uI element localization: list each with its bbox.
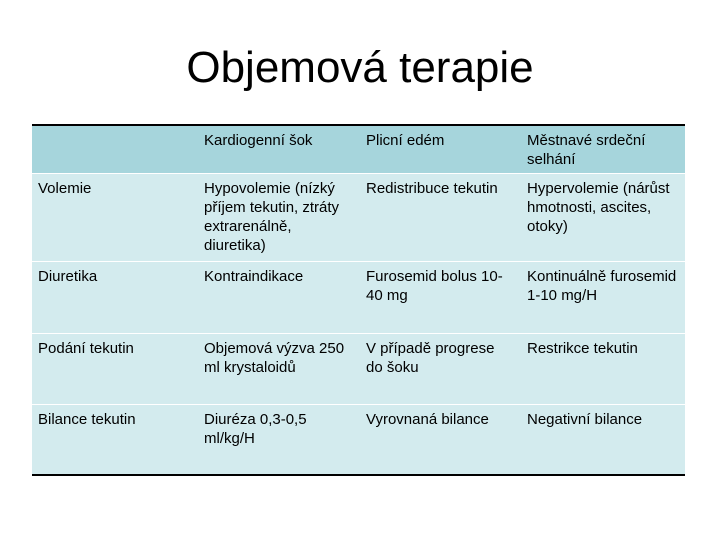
- row-label-cell: Diuretika: [32, 262, 198, 334]
- row-label-cell: Bilance tekutin: [32, 405, 198, 476]
- header-cell-pulmonary-edema: Plicní edém: [360, 125, 521, 174]
- header-cell-congestive-heart-failure: Městnavé srdeční selhání: [521, 125, 685, 174]
- table-row-fluid-administration: [32, 334, 685, 405]
- table-row-volemia: [32, 174, 685, 262]
- table-row-fluid-balance: [32, 405, 685, 476]
- table-cell: Redistribuce tekutin: [360, 174, 521, 262]
- row-label-cell: Podání tekutin: [32, 334, 198, 405]
- table-cell: Kontinuálně furosemid 1-10 mg/H: [521, 262, 685, 334]
- slide-title: Objemová terapie: [186, 43, 534, 92]
- row-label-cell: Volemie: [32, 174, 198, 262]
- table-cell: Vyrovnaná bilance: [360, 405, 521, 476]
- table-cell: V případě progrese do šoku: [360, 334, 521, 405]
- table-cell: Diuréza 0,3-0,5 ml/kg/H: [198, 405, 360, 476]
- table-cell: Hypervolemie (nárůst hmotnosti, ascites, otoky): [521, 174, 685, 262]
- therapy-table: [32, 124, 685, 476]
- therapy-table-container: [32, 124, 685, 476]
- table-cell: Negativní bilance: [521, 405, 685, 476]
- table-cell: Objemová výzva 250 ml krystaloidů: [198, 334, 360, 405]
- header-cell-empty: [32, 125, 198, 174]
- table-cell: Restrikce tekutin: [521, 334, 685, 405]
- table-cell: Hypovolemie (nízký příjem tekutin, ztráty extrarenálně, diuretika): [198, 174, 360, 262]
- table-header-row: [32, 125, 685, 174]
- table-row-diuretics: [32, 262, 685, 334]
- header-cell-cardiogenic-shock: Kardiogenní šok: [198, 125, 360, 174]
- table-cell: Furosemid bolus 10-40 mg: [360, 262, 521, 334]
- table-cell: Kontraindikace: [198, 262, 360, 334]
